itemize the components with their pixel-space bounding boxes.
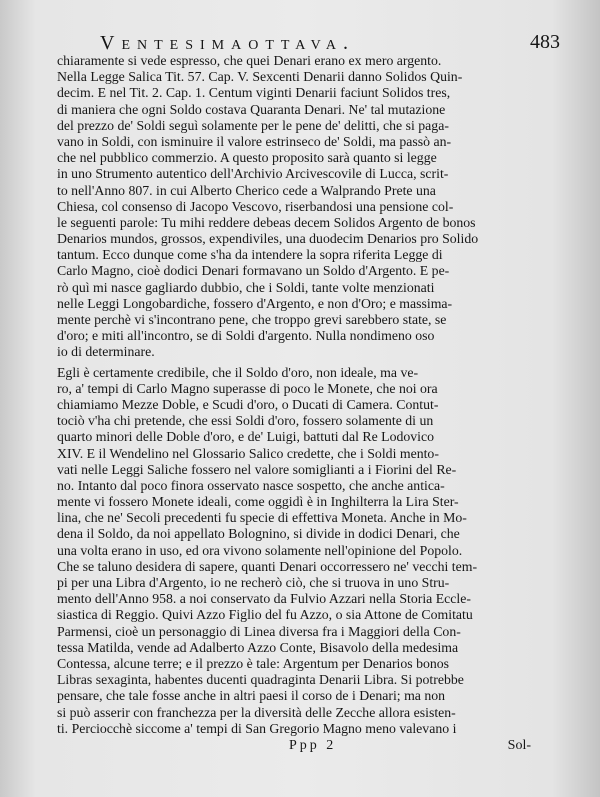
text-line: no. Intanto dal poco finora osservato nasce sospetto, che anche antica- (57, 477, 445, 493)
text-line: Che se taluno desidera di sapere, quanti Denari occorressero ne' vecchi tem- (57, 558, 478, 574)
text-line: Libras sexaginta, habentes ducenti quadraginta Denarii Libra. Si potrebbe (57, 672, 464, 688)
text-line: dena il Soldo, da noi appellato Bolognino, si divide in dodici Denari, che (57, 526, 460, 542)
text-line: decim. E nel Tit. 2. Cap. 1. Centum viginti Denarii faciunt Solidos tres, (57, 85, 451, 101)
text-line: mente perchè vi s'incontrano pene, che troppo grevi sarebbero state, se (57, 312, 447, 327)
text-line: pi per una Libra d'Argento, io ne recherò ciò, che si truova in uno Stru- (57, 575, 450, 590)
text-line: lina, che ne' Secoli precedenti fu specie di effettiva Moneta. Anche in Mo- (57, 510, 467, 526)
page-header (100, 32, 560, 54)
text-line: mente vi fossero Monete ideali, come oggidì è in Inghilterra la Lira Ster- (57, 494, 459, 510)
body-text (57, 53, 531, 737)
text-line: siastica di Reggio. Quivi Azzo Figlio del fu Azzo, o sia Attone de Comitatu (57, 607, 473, 623)
catchword: Sol- (507, 738, 531, 753)
text-line: chiaramente si vede espresso, che quei Denari erano ex mero argento. (57, 53, 442, 68)
text-line: vati nelle Leggi Saliche fossero nel valore somiglianti a i Fiorini del Re- (57, 461, 457, 477)
text-line: d'oro; e miti all'incontro, se di Soldi d'argento. Nulla nondimeno oso (57, 328, 435, 344)
text-line: XIV. E il Wendelino nel Glossario Salico credette, che i Soldi mento- (57, 445, 439, 461)
text-line: Parmensi, cioè un personaggio di Linea diversa fra i Maggiori della Con- (57, 623, 461, 639)
text-line: ro, a' tempi di Carlo Magno superasse di poco le Monete, che noi ora (57, 380, 438, 396)
page-number: 483 (530, 31, 560, 53)
text-line: Nella Legge Salica Tit. 57. Cap. V. Sexcenti Denarii danno Solidos Quin- (57, 69, 463, 85)
text-line: in uno Strumento autentico dell'Archivio Arcivescovile di Lucca, scrit- (57, 166, 449, 182)
text-line: Denarios mundos, grossos, expendiviles, una duodecim Denarios pro Solido (57, 231, 479, 247)
text-line: le seguenti parole: Tu mihi reddere debeas decem Solidos Argento de bonos (57, 214, 476, 230)
text-line: quarto minori delle Doble d'oro, e de' Luigi, battuti dal Re Lodovico (57, 429, 435, 445)
text-line: chiamiamo Mezze Doble, e Scudi d'oro, o Ducati di Camera. Contut- (57, 396, 439, 412)
text-line: Contessa, alcune terre; e il prezzo è tale: Argentum per Denarios bonos (57, 655, 450, 671)
page-footer (57, 738, 531, 758)
text-line: nelle Leggi Longobardiche, fossero d'Argento, e non d'Oro; e massima- (57, 295, 453, 311)
running-head: Ventesimaottava. (100, 32, 356, 54)
text-line: del prezzo de' Soldi seguì solamente per le pene de' delitti, che si paga- (57, 117, 449, 133)
text-line: Chiesa, col consenso di Jacopo Vescovo, riserbandosi una pensione col- (57, 198, 454, 214)
text-line: ti. Perciocchè siccome a' tempi di San Gregorio Magno meno valevano i (57, 720, 457, 736)
signature-mark: Ppp 2 (289, 738, 337, 753)
text-line: tociò v'ha chi pretende, che essi Soldi d'oro, fossero solamente di un (57, 413, 434, 429)
text-line: Carlo Magno, cioè dodici Denari formavano un Soldo d'Argento. E pe- (57, 263, 450, 279)
text-line: rò quì mi nasce gagliardo dubbio, che i Soldi, tante volte menzionati (57, 279, 435, 295)
text-line: tessa Matilda, vende ad Adalberto Azzo Conte, Bisavolo della medesima (57, 639, 459, 655)
text-line: Egli è certamente credibile, che il Soldo d'oro, non ideale, ma ve- (57, 364, 419, 380)
text-line: si può asserir con franchezza per la diversità delle Zecche allora esisten- (57, 704, 456, 720)
text-line: vano in Soldi, con isminuire il valore estrinseco de' Soldi, ma passò an- (57, 133, 452, 149)
text-line: to nell'Anno 807. in cui Alberto Cherico cede a Walprando Prete una (57, 182, 436, 198)
text-line: tantum. Ecco dunque come s'ha da intendere la sopra riferita Legge di (57, 247, 443, 263)
text-line: di maniera che ogni Soldo costava Quaranta Denari. Ne' tal mutazione (57, 101, 446, 117)
text-line: mento dell'Anno 958. a noi conservato da Fulvio Azzari nella Storia Eccle- (57, 591, 471, 607)
text-line: che nel pubblico commerzio. A questo proposito sarà quanto si legge (57, 150, 437, 166)
text-line: una volta erano in uso, ed ora vivono solamente nell'opinione del Popolo. (57, 542, 463, 558)
text-line: io di determinare. (57, 344, 155, 360)
text-line: pensare, che tale fosse anche in altri paesi il corso de i Denari; ma non (57, 688, 446, 704)
